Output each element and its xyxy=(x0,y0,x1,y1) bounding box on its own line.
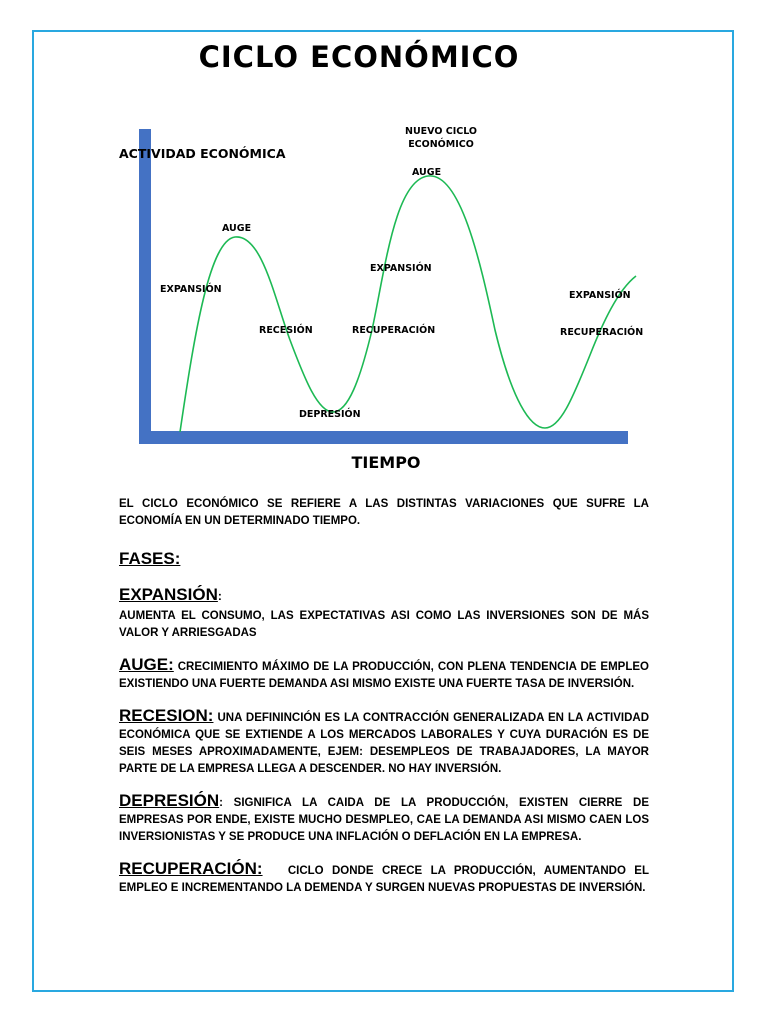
intro-paragraph: EL CICLO ECONÓMICO SE REFIERE A LAS DISTINTAS VARIACIONES QUE SUFRE LA ECONOMÍA EN UN DETERMINADO TIEMPO. xyxy=(119,498,649,527)
fases-heading: FASES: xyxy=(119,549,181,568)
expansion-text: AUMENTA EL CONSUMO, LAS EXPECTATIVAS ASI COMO LAS INVERSIONES SON DE MÁS VALOR Y ARRIESGADAS xyxy=(119,610,649,639)
label-recuperacion-1: RECUPERACIÓN xyxy=(352,325,436,336)
recuperacion-text: CICLO DONDE CRECE LA PRODUCCIÓN, AUMENTANDO EL EMPLEO E INCREMENTANDO LA DEMENDA Y SURGEN NUEVAS PROPUESTAS DE INVERSIÓN. xyxy=(119,865,649,894)
depresion-text: SIGNIFICA LA CAIDA DE LA PRODUCCIÓN, EXISTEN CIERRE DE EMPRESAS POR ENDE, EXISTE MUCHO DESMPLEO, CAE LA DEMANDA ASI MISMO CAEN LOS INVERSIONISTAS Y SE PRODUCE UNA INFLACIÓN O DEFLACIÓN EN LA EMPRESA. xyxy=(119,797,649,843)
label-recuperacion-2: RECUPERACIÓN xyxy=(560,327,644,338)
label-expansion-3: EXPANSIÓN xyxy=(569,290,631,301)
section-auge xyxy=(119,656,649,693)
label-expansion-1: EXPANSIÓN xyxy=(160,284,222,295)
x-axis-bar xyxy=(139,431,628,444)
x-axis-label: TIEMPO xyxy=(351,453,421,472)
expansion-heading: EXPANSIÓN xyxy=(119,585,218,604)
new-cycle-label-line1: NUEVO CICLO xyxy=(405,126,477,137)
depresion-heading: DEPRESIÓN xyxy=(119,791,220,810)
section-expansion: EXPANSIÓN: AUMENTA EL CONSUMO, LAS EXPECTATIVAS ASI COMO LAS INVERSIONES SON DE MÁS VALOR Y ARRIESGADAS xyxy=(119,585,649,639)
label-depresion: DEPRESIÓN xyxy=(299,409,361,420)
y-axis-label: ACTIVIDAD ECONÓMICA xyxy=(119,146,286,161)
label-auge-1: AUGE xyxy=(222,223,252,234)
section-depresion: DEPRESIÓN: SIGNIFICA LA CAIDA DE LA PRODUCCIÓN, EXISTEN CIERRE DE EMPRESAS POR ENDE, EXISTE MUCHO DESMPLEO, CAE LA DEMANDA ASI MISMO CAEN LOS INVERSIONISTAS Y SE PRODUCE UNA INFLACIÓN O DEFLACIÓN EN LA EMPRESA. xyxy=(119,791,649,843)
recesion-text: UNA DEFININCIÓN ES LA CONTRACCIÓN GENERALIZADA EN LA ACTIVIDAD ECONÓMICA QUE SE EXTIENDE A LOS MERCADOS LABORALES Y CUYA DURACIÓN ES DE SEIS MESES APROXIMADAMENTE, EJEM: DESEMPLEOS DE TRABAJADORES, LA MAYOR PARTE DE LA EMPRESA LLEGA A DESCENDER. NO HAY INVERSIÓN. xyxy=(119,712,649,775)
auge-text: CRECIMIENTO MÁXIMO DE LA PRODUCCIÓN, CON PLENA TENDENCIA DE EMPLEO EXISTIENDO UNA FUERTE DEMANDA ASI MISMO EXISTE UNA FUERTE TASA DE INVERSIÓN. xyxy=(119,661,649,690)
cycle-curve xyxy=(180,176,636,432)
page-title: CICLO ECONÓMICO xyxy=(198,40,520,74)
section-recuperacion xyxy=(119,860,649,897)
business-cycle-diagram xyxy=(0,0,768,490)
recuperacion-heading: RECUPERACIÓN: xyxy=(119,859,263,878)
recesion-heading: RECESION: xyxy=(119,706,214,725)
text-content xyxy=(119,496,649,911)
auge-heading: AUGE: xyxy=(119,655,174,674)
new-cycle-label-line2: ECONÓMICO xyxy=(408,139,474,150)
section-recesion xyxy=(119,707,649,778)
label-recesion: RECESIÓN xyxy=(259,325,313,336)
label-expansion-2: EXPANSIÓN xyxy=(370,263,432,274)
label-auge-2: AUGE xyxy=(412,167,442,178)
y-axis-bar xyxy=(139,129,151,444)
